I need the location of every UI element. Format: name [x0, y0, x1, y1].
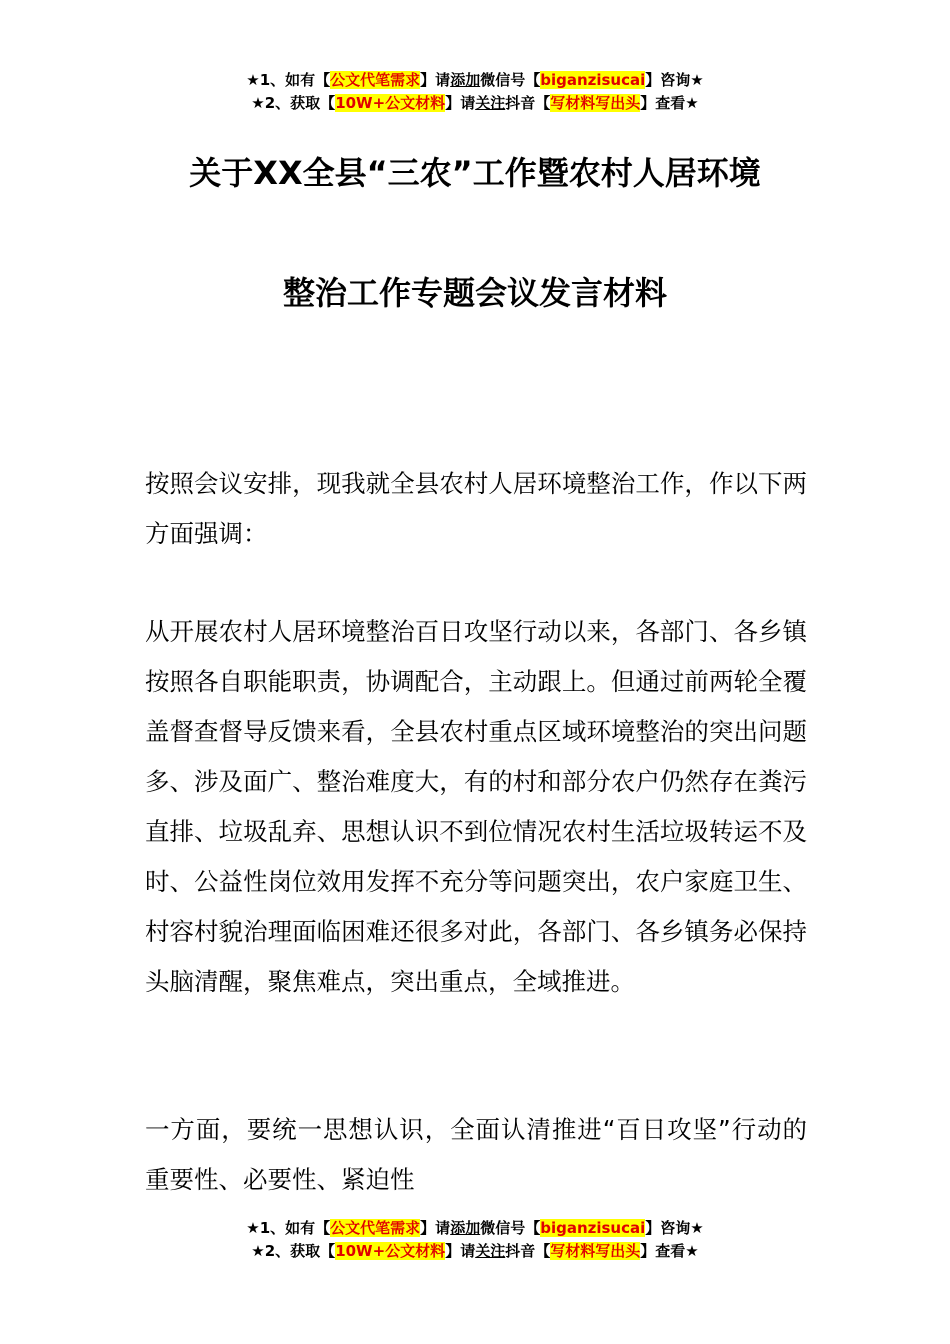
banner-line-2 [0, 1240, 950, 1263]
banner-underline: 关注 [475, 1242, 506, 1260]
bottom-banner [0, 1217, 950, 1263]
banner-text: 】咨询★ [645, 1219, 704, 1237]
banner-line-2 [0, 92, 950, 115]
banner-text: 微信号【 [480, 71, 541, 89]
banner-highlight-douyin: 写材料写出头 [550, 94, 641, 112]
banner-text: 抖音【 [505, 94, 551, 112]
banner-line-1 [0, 69, 950, 92]
banner-line-1 [0, 1217, 950, 1240]
document-title-line-2: 整治工作专题会议发言材料 [282, 274, 667, 312]
banner-text: 】请 [420, 71, 451, 89]
banner-text: 】请 [445, 94, 476, 112]
banner-text: ★2、获取【 [251, 94, 336, 112]
banner-text: 】咨询★ [645, 71, 704, 89]
banner-highlight: 10W+公文材料 [335, 94, 446, 112]
top-banner [0, 69, 950, 115]
banner-highlight: 公文代笔需求 [330, 1219, 421, 1237]
banner-text: ★1、如有【 [246, 71, 331, 89]
banner-text: ★1、如有【 [246, 1219, 331, 1237]
banner-text: 】查看★ [640, 1242, 699, 1260]
banner-highlight: 公文代笔需求 [330, 71, 421, 89]
banner-highlight-wechat: biganzisucai [540, 71, 646, 89]
banner-underline: 添加 [450, 71, 481, 89]
banner-text: ★2、获取【 [251, 1242, 336, 1260]
paragraph-intro: 按照会议安排，现我就全县农村人居环境整治工作，作以下两方面强调： [145, 469, 807, 548]
banner-text: 】请 [445, 1242, 476, 1260]
banner-text: 】请 [420, 1219, 451, 1237]
banner-text: 微信号【 [480, 1219, 541, 1237]
banner-underline: 添加 [450, 1219, 481, 1237]
banner-highlight-wechat: biganzisucai [540, 1219, 646, 1237]
banner-text: 抖音【 [505, 1242, 551, 1260]
banner-underline: 关注 [475, 94, 506, 112]
banner-highlight-douyin: 写材料写出头 [550, 1242, 641, 1260]
banner-highlight: 10W+公文材料 [335, 1242, 446, 1260]
paragraph-situation: 从开展农村人居环境整治百日攻坚行动以来，各部门、各乡镇按照各自职能职责，协调配合，主动跟上。但通过前两轮全覆盖督查督导反馈来看，全县农村重点区域环境整治的突出问题多、涉及面广、整治难度大，有的村和部分农户仍然存在粪污直排、垃圾乱弃、思想认识不到位情况农村生活垃圾转运不及时、公益性岗位效用发挥不充分等问题突出，农户家庭卫生、村容村貌治理面临困难还很多对此，各部门、各乡镇务必保持头脑清醒，聚焦难点，突出重点，全域推进。 [145, 617, 807, 996]
document-title-line-1: 关于XX全县“三农”工作暨农村人居环境 [189, 154, 761, 192]
paragraph-first-point: 一方面，要统一思想认识，全面认清推进“百日攻坚”行动的重要性、必要性、紧迫性 [145, 1115, 807, 1194]
banner-text: 】查看★ [640, 94, 699, 112]
